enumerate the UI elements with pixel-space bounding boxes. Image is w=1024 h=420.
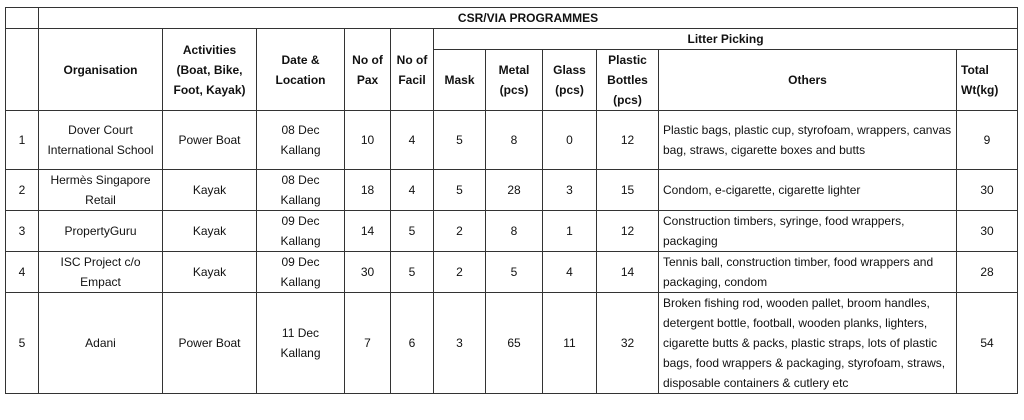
cell-total-wt: 54 (957, 293, 1018, 394)
cell-no: 1 (6, 111, 39, 170)
cell-metal: 5 (486, 252, 543, 293)
cell-glass: 11 (543, 293, 597, 394)
cell-glass: 4 (543, 252, 597, 293)
cell-facil: 4 (391, 170, 434, 211)
cell-activity: Power Boat (163, 293, 257, 394)
cell-plastic-bottles: 12 (597, 211, 659, 252)
cell-others: Tennis ball, construction timber, food wrappers and packaging, condom (659, 252, 957, 293)
header-no (6, 29, 39, 111)
header-plastic-bottles: Plastic Bottles (pcs) (597, 50, 659, 111)
cell-glass: 0 (543, 111, 597, 170)
table-row (6, 293, 1018, 394)
cell-organisation: PropertyGuru (39, 211, 163, 252)
cell-facil: 6 (391, 293, 434, 394)
header-mask: Mask (434, 50, 486, 111)
cell-organisation: Dover Court International School (39, 111, 163, 170)
cell-facil: 5 (391, 211, 434, 252)
cell-others: Broken fishing rod, wooden pallet, broom handles, detergent bottle, football, wooden planks, lighters, cigarette butts & packs, plastic straps, lots of plastic bags, food wrappers & packaging, styrofoam, straws, disposable containers & cutlery etc (659, 293, 957, 394)
cell-activity: Kayak (163, 252, 257, 293)
corner-cell (6, 8, 39, 29)
header-activities: Activities (Boat, Bike, Foot, Kayak) (163, 29, 257, 111)
cell-no: 2 (6, 170, 39, 211)
cell-plastic-bottles: 12 (597, 111, 659, 170)
cell-organisation: ISC Project c/o Empact (39, 252, 163, 293)
cell-date-location: 09 Dec Kallang (257, 252, 345, 293)
cell-pax: 30 (345, 252, 391, 293)
cell-pax: 10 (345, 111, 391, 170)
cell-pax: 18 (345, 170, 391, 211)
cell-facil: 5 (391, 252, 434, 293)
cell-others: Condom, e-cigarette, cigarette lighter (659, 170, 957, 211)
cell-date-location: 08 Dec Kallang (257, 111, 345, 170)
cell-plastic-bottles: 32 (597, 293, 659, 394)
csr-via-table (5, 7, 1018, 394)
cell-metal: 65 (486, 293, 543, 394)
header-date-location: Date & Location (257, 29, 345, 111)
cell-total-wt: 28 (957, 252, 1018, 293)
cell-activity: Power Boat (163, 111, 257, 170)
cell-date-location: 09 Dec Kallang (257, 211, 345, 252)
cell-metal: 8 (486, 211, 543, 252)
cell-pax: 7 (345, 293, 391, 394)
header-litter-picking: Litter Picking (434, 29, 1018, 50)
table-row (6, 211, 1018, 252)
header-no-of-facil: No of Facil (391, 29, 434, 111)
cell-mask: 2 (434, 211, 486, 252)
cell-metal: 8 (486, 111, 543, 170)
table-row (6, 170, 1018, 211)
header-others: Others (659, 50, 957, 111)
cell-pax: 14 (345, 211, 391, 252)
cell-activity: Kayak (163, 211, 257, 252)
cell-mask: 5 (434, 111, 486, 170)
cell-no: 4 (6, 252, 39, 293)
header-total-wt: Total Wt(kg) (957, 50, 1018, 111)
cell-glass: 3 (543, 170, 597, 211)
cell-activity: Kayak (163, 170, 257, 211)
cell-mask: 2 (434, 252, 486, 293)
cell-organisation: Hermès Singapore Retail (39, 170, 163, 211)
cell-facil: 4 (391, 111, 434, 170)
cell-organisation: Adani (39, 293, 163, 394)
cell-date-location: 08 Dec Kallang (257, 170, 345, 211)
cell-glass: 1 (543, 211, 597, 252)
cell-date-location: 11 Dec Kallang (257, 293, 345, 394)
cell-total-wt: 30 (957, 211, 1018, 252)
cell-no: 3 (6, 211, 39, 252)
header-organisation: Organisation (39, 29, 163, 111)
cell-others: Plastic bags, plastic cup, styrofoam, wrappers, canvas bag, straws, cigarette boxes and butts (659, 111, 957, 170)
table-title: CSR/VIA PROGRAMMES (39, 8, 1018, 29)
cell-mask: 5 (434, 170, 486, 211)
header-no-of-pax: No of Pax (345, 29, 391, 111)
cell-plastic-bottles: 15 (597, 170, 659, 211)
cell-mask: 3 (434, 293, 486, 394)
cell-plastic-bottles: 14 (597, 252, 659, 293)
table-row (6, 252, 1018, 293)
cell-others: Construction timbers, syringe, food wrappers, packaging (659, 211, 957, 252)
cell-no: 5 (6, 293, 39, 394)
cell-total-wt: 30 (957, 170, 1018, 211)
header-glass: Glass (pcs) (543, 50, 597, 111)
header-metal: Metal (pcs) (486, 50, 543, 111)
cell-total-wt: 9 (957, 111, 1018, 170)
table-row (6, 111, 1018, 170)
cell-metal: 28 (486, 170, 543, 211)
